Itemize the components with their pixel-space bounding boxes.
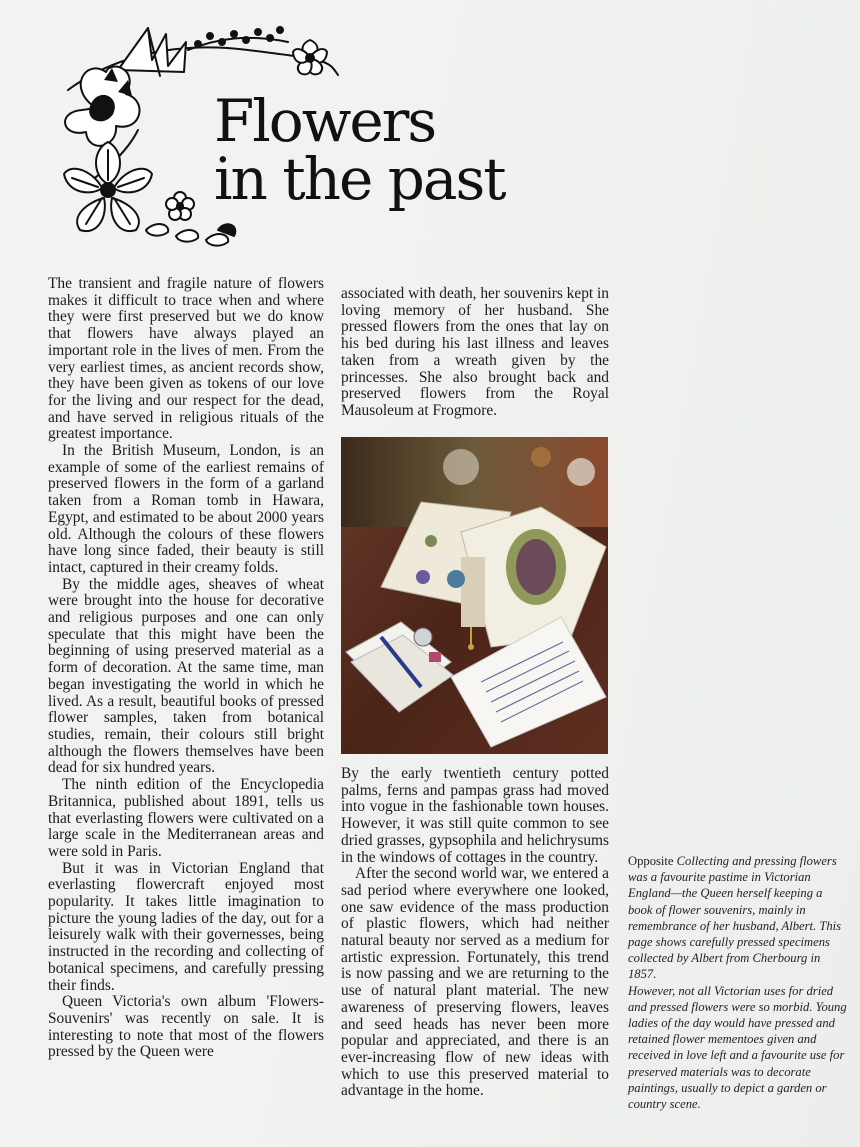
caption-text-continued: However, not all Victorian uses for dried and pressed flowers were so morbid. Young ladies of the day would have pressed and retained flower mementoes given and received in love left and a favourite use for preserved materials was to decorate paintings, usually to depict a garden or country scene. — [628, 983, 847, 1112]
paragraph: But it was in Victorian England that everlasting flowercraft enjoyed most popularity. It takes little imagination to picture the young ladies of the day, out for a leisurely walk with their governesses, being instructed in the recording and collecting of botanical specimens, and carefully pressing their finds. — [48, 859, 324, 994]
paragraph: By the early twentieth century potted palms, ferns and pampas grass had moved into vogue in the fashionable town houses. However, it was still quite common to see dried grasses, gypsophila and helichrysums in the windows of cottages in the country. — [341, 765, 609, 866]
paragraph: By the middle ages, sheaves of wheat were brought into the house for decorative and religious purposes and one can only speculate that this might have been the beginning of using preserved material as a form of decoration. At the same time, man began investigating the world in which he lived. As a result, beautiful books of pressed flower samples, taken from botanical studies, remain, their colours still bright although the flowers themselves have been dead for six hundred years. — [48, 575, 324, 777]
victorian-album-photo — [341, 437, 608, 754]
paragraph: The transient and fragile nature of flowers makes it difficult to trace when and where they were first preserved but we do know that flowers have always played an important role in the lives of men. From the very earliest times, as ancient records show, they have been given as tokens of our love for the living and our respect for the dead, and have served in religious rituals of the greatest importance. — [48, 275, 324, 443]
paragraph: associated with death, her souvenirs kept in loving memory of her husband. She pressed flowers from the ones that lay on his bed during his last illness and leaves taken from a wreath given by the princesses. She also brought back and preserved flowers from the Royal Mausoleum at Frogmore. — [341, 285, 609, 419]
paragraph: Queen Victoria's own album 'Flowers-Souvenirs' was recently on sale. It is interesting to note that most of the flowers pressed by the Queen were — [48, 993, 324, 1061]
paragraph: After the second world war, we entered a sad period where everywhere one looked, one saw evidence of the mass production of plastic flowers, which had neither natural beauty nor served as a medium for artistic expression. Fortunately, this trend is now passing and we are returning to the use of natural plant material. The new awareness of preserving flowers, leaves and seed heads has never been more popular and appreciated, and there is an ever-increasing flow of new ideas with which to use this preserved material to advantage in the home. — [341, 865, 609, 1100]
paragraph: In the British Museum, London, is an example of some of the earliest remains of preserved flowers in the form of a garland taken from a Roman tomb in Hawara, Egypt, and estimated to be about 2000 years old. Although the colours of these flowers have long since faded, their beauty is still intact, captured in their creamy folds. — [48, 442, 324, 576]
caption-lead: Opposite — [628, 854, 677, 868]
paragraph: The ninth edition of the Encyclopedia Britannica, published about 1891, tells us that everlasting flowers were cultivated on a large scale in the Mediterranean areas and were sold in Paris. — [48, 776, 324, 860]
photo-caption — [628, 853, 850, 1112]
title-line-1: Flowers — [214, 87, 436, 155]
caption-text: Collecting and pressing flowers was a favourite pastime in Victorian England—the Queen herself keeping a book of flower souvenirs, mainly in remembrance of her husband, Albert. This page shows carefully pressed specimens collected by Albert from Cherbourg in 1857. — [628, 854, 842, 982]
title-line-2: in the past — [214, 145, 505, 213]
text-column-right-bottom — [341, 766, 609, 1100]
text-column-right-top — [341, 286, 609, 420]
text-column-left — [48, 276, 324, 1061]
page-title — [214, 87, 505, 213]
